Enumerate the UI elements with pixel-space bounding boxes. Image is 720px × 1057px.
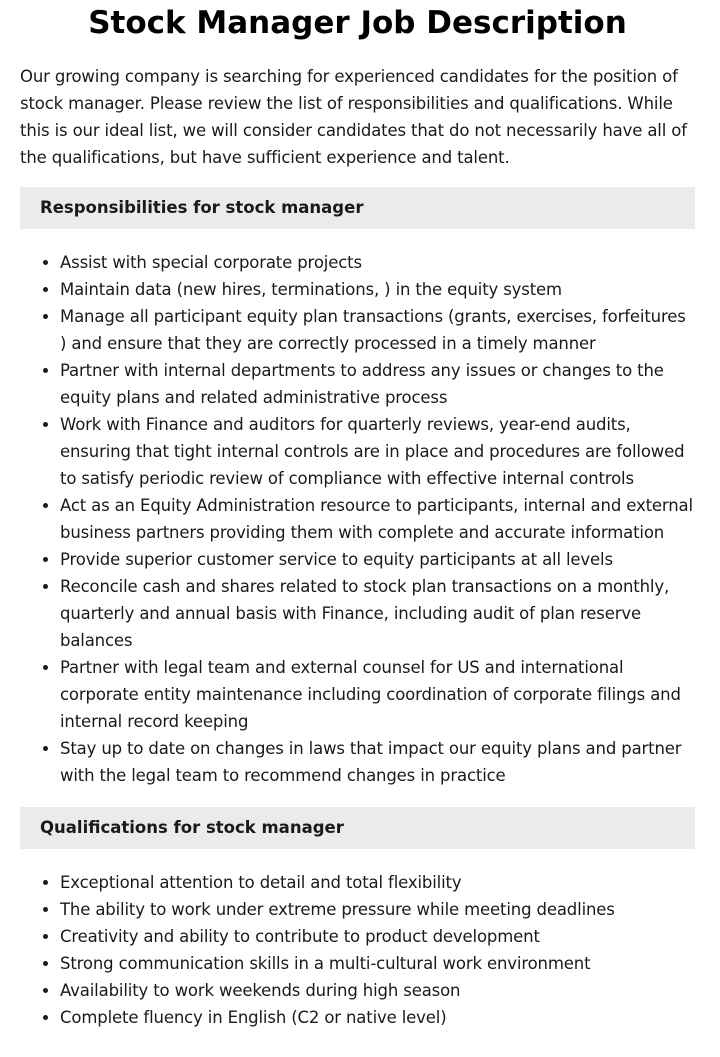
list-item-text: Manage all participant equity plan transactions (grants, exercises, forfeitures ) and ensure that they are correctly processed in a timely manner	[60, 307, 686, 353]
list-item	[60, 950, 695, 977]
list-item-text: The ability to work under extreme pressure while meeting deadlines	[60, 900, 615, 919]
list-item	[60, 896, 695, 923]
list-item-text: Assist with special corporate projects	[60, 253, 362, 272]
list-item	[60, 249, 695, 276]
bullet-icon	[43, 584, 48, 589]
bullet-icon	[43, 746, 48, 751]
bullet-icon	[43, 422, 48, 427]
list-item	[60, 492, 695, 546]
bullet-icon	[43, 287, 48, 292]
list-item-text: Partner with legal team and external counsel for US and international corporate entity maintenance including coordination of corporate filings and internal record keeping	[60, 658, 681, 731]
bullet-icon	[43, 260, 48, 265]
list-item-text: Stay up to date on changes in laws that impact our equity plans and partner with the legal team to recommend changes in practice	[60, 739, 682, 785]
bullet-icon	[43, 557, 48, 562]
list-item	[60, 303, 695, 357]
qualifications-list	[20, 869, 695, 1031]
list-item-text: Act as an Equity Administration resource to participants, internal and external business partners providing them with complete and accurate information	[60, 496, 693, 542]
qualifications-heading: Qualifications for stock manager	[20, 807, 695, 849]
list-item-text: Complete fluency in English (C2 or native level)	[60, 1008, 447, 1027]
bullet-icon	[43, 907, 48, 912]
bullet-icon	[43, 934, 48, 939]
bullet-icon	[43, 1015, 48, 1020]
list-item-text: Maintain data (new hires, terminations, ) in the equity system	[60, 280, 562, 299]
list-item	[60, 546, 695, 573]
list-item	[60, 654, 695, 735]
bullet-icon	[43, 503, 48, 508]
list-item	[60, 1004, 695, 1031]
list-item-text: Partner with internal departments to address any issues or changes to the equity plans and related administrative process	[60, 361, 664, 407]
list-item-text: Strong communication skills in a multi-cultural work environment	[60, 954, 591, 973]
intro-paragraph: Our growing company is searching for experienced candidates for the position of stock manager. Please review the list of responsibilities and qualifications. While this is our ideal list, we will consider candidates that do not necessarily have all of the qualifications, but have sufficient experience and talent.	[20, 67, 687, 167]
bullet-icon	[43, 314, 48, 319]
list-item	[60, 735, 695, 789]
bullet-icon	[43, 880, 48, 885]
list-item-text: Exceptional attention to detail and total flexibility	[60, 873, 462, 892]
list-item	[60, 923, 695, 950]
list-item-text: Reconcile cash and shares related to stock plan transactions on a monthly, quarterly and annual basis with Finance, including audit of plan reserve balances	[60, 577, 670, 650]
list-item	[60, 411, 695, 492]
page-title: Stock Manager Job Description	[88, 5, 627, 41]
list-item	[60, 977, 695, 1004]
list-item-text: Availability to work weekends during high season	[60, 981, 461, 1000]
responsibilities-list	[20, 249, 695, 789]
list-item	[60, 869, 695, 896]
list-item-text: Work with Finance and auditors for quarterly reviews, year-end audits, ensuring that tight internal controls are in place and procedures are followed to satisfy periodic review of compliance with effective internal controls	[60, 415, 685, 488]
list-item-text: Creativity and ability to contribute to product development	[60, 927, 540, 946]
bullet-icon	[43, 988, 48, 993]
list-item	[60, 573, 695, 654]
responsibilities-heading: Responsibilities for stock manager	[20, 187, 695, 229]
list-item	[60, 357, 695, 411]
bullet-icon	[43, 961, 48, 966]
bullet-icon	[43, 368, 48, 373]
list-item-text: Provide superior customer service to equity participants at all levels	[60, 550, 613, 569]
bullet-icon	[43, 665, 48, 670]
list-item	[60, 276, 695, 303]
